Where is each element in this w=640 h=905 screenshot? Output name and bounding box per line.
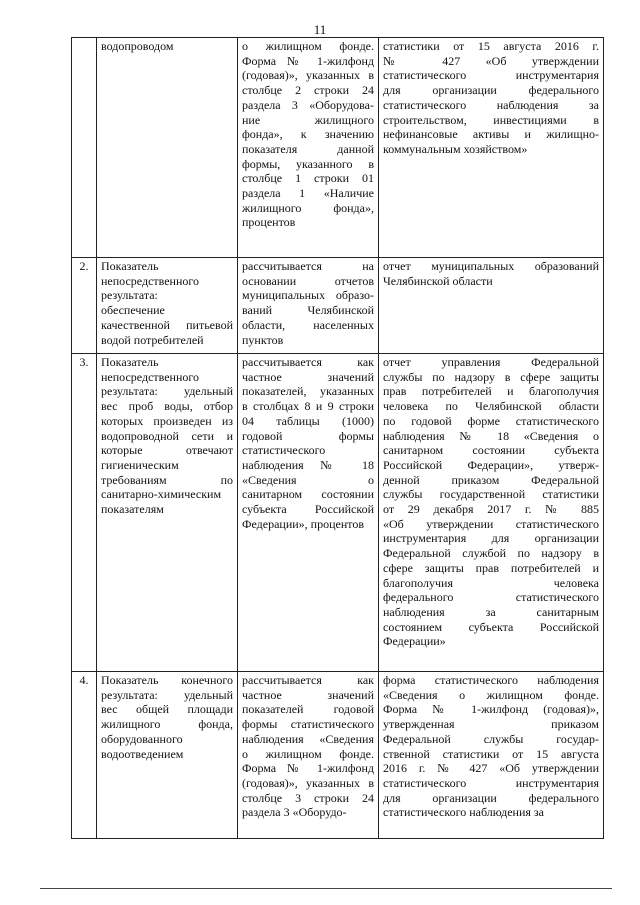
cell-text-line: инструментария для организации: [383, 531, 599, 546]
cell-text-line: рассчитывается как: [242, 673, 374, 687]
cell-text-line: результата:: [101, 288, 158, 303]
cell-text-line: результата: удельный: [101, 687, 233, 702]
cell-text-line: раздела 3 «Оборудо-: [242, 805, 347, 820]
cell-text-line: качественной питьевой: [101, 317, 233, 332]
cell-text-line: области, населенных: [242, 317, 374, 332]
cell-text-line: столбце 2 строки 24: [242, 83, 374, 98]
cell-text-line: жилищного фонда»,: [242, 200, 374, 215]
cell-text-line: Федеральной службой по надзору в: [383, 546, 599, 561]
table-row: [72, 354, 604, 672]
calculation-method-cell: [238, 672, 379, 839]
cell-text-line: (годовая)», указанных в: [242, 68, 374, 83]
calculation-method-cell: [238, 258, 379, 354]
cell-text-line: водой потребителей: [101, 332, 204, 347]
table-row: [72, 258, 604, 354]
cell-text-line: отчет муниципальных образований: [383, 259, 599, 273]
cell-text-line: водоотведением: [101, 746, 184, 761]
cell-text-line: утвержденная приказом: [383, 717, 599, 732]
cell-text-line: 04 таблицы (1000): [242, 413, 374, 428]
cell-text-line: ственной статистики от 15 августа: [383, 746, 599, 761]
cell-text-line: статистического наблюдения за: [383, 97, 599, 112]
cell-text-line: частное значений: [242, 369, 374, 384]
cell-text-line: Форма № 1-жилфонд (годовая)»,: [383, 702, 599, 717]
cell-text-line: коммунальным хозяйством»: [383, 141, 528, 156]
cell-text-line: сфере защиты прав потребителей и: [383, 560, 599, 575]
cell-text-line: раздела 3 «Оборудова-: [242, 97, 374, 112]
cell-text-line: непосредственного: [101, 369, 200, 384]
cell-text-line: о жилищном фонде.: [242, 39, 374, 53]
cell-text-line: Челябинской области: [383, 273, 493, 288]
cell-text-line: «Об утверждении статистического: [383, 516, 599, 531]
data-source-cell: [379, 354, 604, 672]
cell-text-line: рассчитывается как: [242, 355, 374, 369]
indicator-name-cell: [97, 354, 238, 672]
cell-text-line: статистического инструментария: [383, 68, 599, 83]
row-number: 3.: [72, 354, 97, 672]
cell-text-line: статистики от 15 августа 2016 г.: [383, 39, 599, 53]
cell-text-line: рассчитывается на: [242, 259, 374, 273]
data-source-cell: [379, 672, 604, 839]
cell-text-line: пунктов: [242, 332, 284, 347]
cell-text-line: отчет управления Федеральной: [383, 355, 599, 369]
cell-text-line: форма статистического наблюдения: [383, 673, 599, 687]
cell-text-line: санитарно-химическим: [101, 487, 222, 502]
cell-text-line: Показатель: [101, 259, 159, 273]
cell-text-line: вес проб воды, отбор: [101, 399, 233, 414]
table-row: [72, 38, 604, 258]
cell-text-line: Показатель: [101, 355, 159, 369]
cell-text-line: Форма № 1-жилфонд: [242, 53, 374, 68]
cell-text-line: статистического инструментария: [383, 775, 599, 790]
cell-text-line: субъекта Российской: [242, 502, 374, 517]
cell-text-line: (годовая)», указанных в: [242, 775, 374, 790]
cell-text-line: формы, указанного в: [242, 156, 374, 171]
cell-text-line: денной приказом Федеральной: [383, 472, 599, 487]
cell-text-line: о жилищном фонде.: [242, 746, 374, 761]
cell-text-line: человека по Челябинской области: [383, 399, 599, 414]
cell-text-line: «Сведения о: [242, 472, 374, 487]
cell-text-line: от 29 декабря 2017 г. № 885: [383, 502, 599, 517]
row-number: 2.: [72, 258, 97, 354]
cell-text-line: состоянием субъекта Российской: [383, 619, 599, 634]
cell-text-line: прав потребителей и благополучия: [383, 384, 599, 399]
cell-text-line: по годовой форме статистического: [383, 413, 599, 428]
cell-text-line: строительством, инвестициями в: [383, 112, 599, 127]
cell-text-line: Федерации», процентов: [242, 516, 365, 531]
cell-text-line: Форма № 1-жилфонд: [242, 761, 374, 776]
cell-text-line: наблюдения «Сведения: [242, 731, 374, 746]
cell-text-line: благополучия человека: [383, 575, 599, 590]
page-number: 11: [313, 22, 327, 37]
cell-text-line: годовой формы: [242, 428, 374, 443]
cell-text-line: Федерации»: [383, 634, 446, 649]
cell-text-line: ние жилищного: [242, 112, 374, 127]
cell-text-line: основании отчетов: [242, 273, 374, 288]
indicator-name-cell: [97, 38, 238, 258]
cell-text-line: водопроводом: [101, 39, 174, 53]
cell-text-line: 2016 г. № 427 «Об утверждении: [383, 761, 599, 776]
cell-text-line: статистического наблюдения за: [383, 805, 544, 820]
cell-text-line: требованиям по: [101, 472, 233, 487]
cell-text-line: столбце 1 строки 01: [242, 171, 374, 186]
indicator-name-cell: [97, 258, 238, 354]
cell-text-line: Федеральной службы государ-: [383, 731, 599, 746]
table-row: [72, 672, 604, 839]
bottom-rule: [40, 888, 612, 889]
calculation-method-cell: [238, 38, 379, 258]
row-number: [72, 38, 97, 258]
cell-text-line: жилищного фонда,: [101, 717, 233, 732]
cell-text-line: показателей годовой: [242, 702, 374, 717]
cell-text-line: процентов: [242, 215, 296, 230]
cell-text-line: показателей, указанных: [242, 384, 374, 399]
cell-text-line: частное значений: [242, 687, 374, 702]
indicator-name-cell: [97, 672, 238, 839]
cell-text-line: водопроводной сети и: [101, 428, 233, 443]
cell-text-line: наблюдения № 18: [242, 457, 374, 472]
cell-text-line: ваний Челябинской: [242, 303, 374, 318]
calculation-method-cell: [238, 354, 379, 672]
cell-text-line: Показатель конечного: [101, 673, 233, 687]
cell-text-line: федерального статистического: [383, 590, 599, 605]
cell-text-line: в столбцах 8 и 9 строки: [242, 399, 374, 414]
data-source-cell: [379, 38, 604, 258]
cell-text-line: которых произведен из: [101, 413, 233, 428]
cell-text-line: обеспечение: [101, 303, 165, 318]
cell-text-line: санитарном состоянии субъекта: [383, 443, 599, 458]
indicators-table: [71, 37, 604, 839]
cell-text-line: столбце 3 строки 24: [242, 790, 374, 805]
cell-text-line: наблюдения за санитарным: [383, 604, 599, 619]
cell-text-line: раздела 1 «Наличие: [242, 186, 374, 201]
cell-text-line: показателям: [101, 502, 164, 517]
cell-text-line: непосредственного: [101, 273, 200, 288]
cell-text-line: санитарном состоянии: [242, 487, 374, 502]
cell-text-line: формы статистического: [242, 717, 374, 732]
row-number: 4.: [72, 672, 97, 839]
cell-text-line: фонда», к значению: [242, 127, 374, 142]
cell-text-line: службы по надзору в сфере защиты: [383, 369, 599, 384]
cell-text-line: муниципальных образо-: [242, 288, 374, 303]
cell-text-line: статистического: [242, 443, 326, 458]
cell-text-line: для организации федерального: [383, 790, 599, 805]
cell-text-line: нефинансовые активы и жилищно-: [383, 127, 599, 142]
cell-text-line: для организации федерального: [383, 83, 599, 98]
cell-text-line: службы государственной статистики: [383, 487, 599, 502]
cell-text-line: наблюдения № 18 «Сведения о: [383, 428, 599, 443]
cell-text-line: «Сведения о жилищном фонде.: [383, 687, 599, 702]
cell-text-line: которые отвечают: [101, 443, 233, 458]
cell-text-line: Российской Федерации», утверж-: [383, 457, 599, 472]
cell-text-line: № 427 «Об утверждении: [383, 53, 599, 68]
cell-text-line: результата: удельный: [101, 384, 233, 399]
cell-text-line: вес общей площади: [101, 702, 233, 717]
data-source-cell: [379, 258, 604, 354]
cell-text-line: гигиеническим: [101, 457, 179, 472]
cell-text-line: оборудованного: [101, 731, 183, 746]
cell-text-line: показателя данной: [242, 141, 374, 156]
